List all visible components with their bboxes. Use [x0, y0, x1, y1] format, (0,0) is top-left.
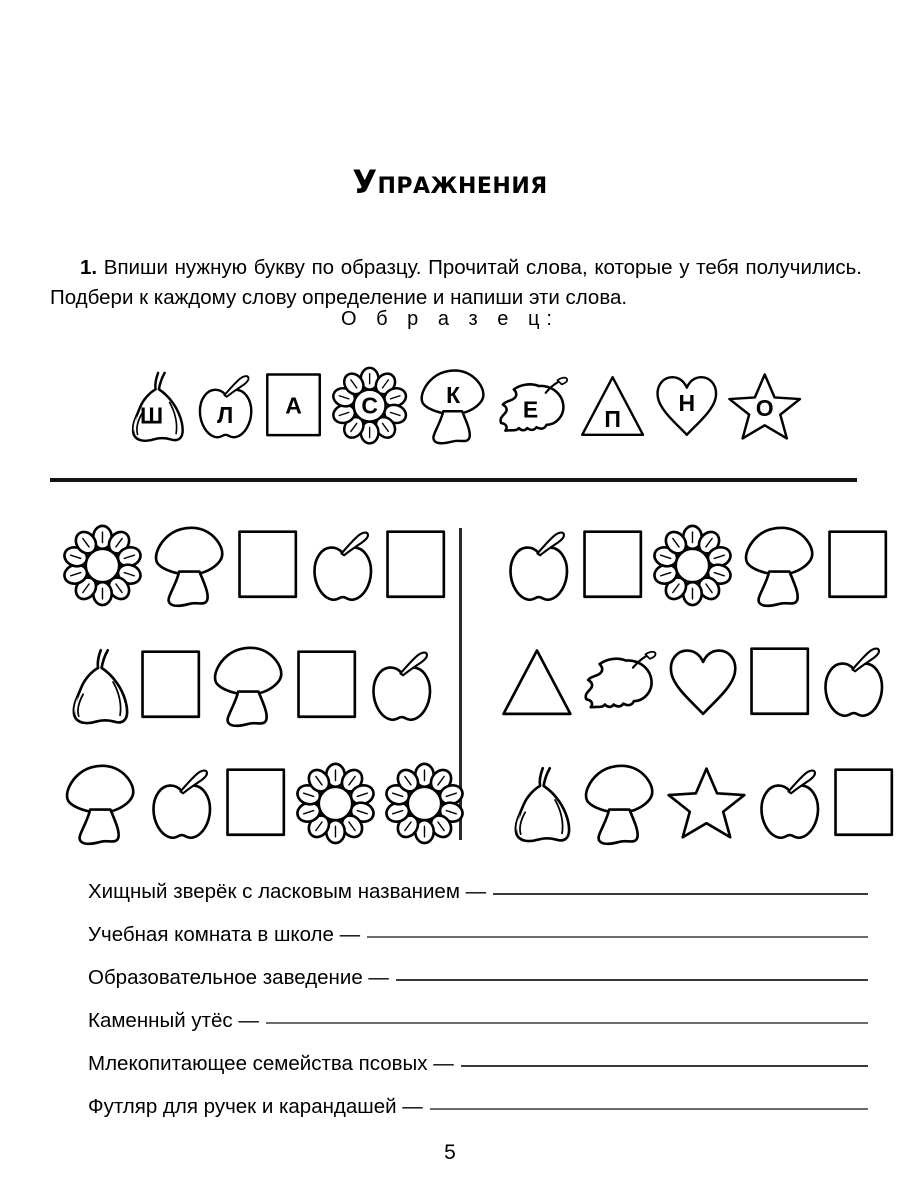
task-instruction — [50, 253, 862, 313]
puzzle-item-flower — [291, 763, 380, 844]
star-icon — [666, 766, 747, 840]
puzzle-row-right-2 — [496, 644, 891, 720]
definition-row — [88, 1009, 868, 1052]
definition-answer-blank[interactable] — [430, 1108, 868, 1110]
flower-icon — [384, 763, 465, 844]
square-icon — [139, 649, 202, 721]
example-item-apple — [190, 372, 260, 441]
puzzle-item-square — [822, 529, 893, 601]
definition-text: Образовательное заведение — — [88, 966, 389, 989]
svg-text:Е: Е — [522, 396, 539, 423]
flower-icon — [295, 763, 376, 844]
definition-answer-blank[interactable] — [396, 979, 868, 981]
puzzle-item-star — [662, 766, 751, 840]
puzzle-area — [0, 516, 900, 856]
puzzle-item-triangle — [496, 647, 578, 717]
puzzle-item-mushroom — [577, 762, 662, 845]
definition-text: Хищный зверёк с ласковым названием — — [88, 880, 487, 903]
task-number: 1. — [80, 255, 98, 279]
puzzle-row-left-2 — [58, 644, 439, 727]
puzzle-item-pear — [58, 645, 135, 726]
leaf-icon — [582, 650, 659, 713]
definition-text: Учебная комната в школе — — [88, 923, 361, 946]
definition-text: Каменный утёс — — [88, 1009, 259, 1032]
example-item-pear — [118, 368, 190, 443]
flower-icon — [62, 525, 143, 606]
puzzle-item-apple — [751, 766, 828, 842]
apple-icon — [819, 644, 888, 720]
definition-text: Футляр для ручек и карандашей — — [88, 1095, 423, 1118]
definition-row — [88, 923, 868, 966]
puzzle-item-flower — [380, 763, 469, 844]
svg-text:Л: Л — [217, 401, 234, 428]
puzzle-item-leaf — [578, 650, 663, 713]
definition-answer-blank[interactable] — [266, 1022, 868, 1024]
svg-text:А: А — [285, 392, 303, 419]
svg-text:Ш: Ш — [139, 402, 164, 429]
example-row — [118, 356, 818, 456]
sample-label: О б р а з е ц: — [341, 308, 559, 330]
puzzle-row-right-1 — [500, 524, 894, 607]
mushroom-icon — [62, 762, 139, 845]
puzzle-item-mushroom — [206, 644, 291, 727]
heart-icon — [654, 374, 720, 438]
definition-row — [88, 966, 868, 1009]
puzzle-item-apple — [815, 644, 892, 720]
example-item-flower — [327, 367, 412, 444]
puzzle-item-apple — [304, 528, 381, 604]
puzzle-item-square — [232, 529, 303, 601]
puzzle-item-square — [380, 529, 451, 601]
svg-text:О: О — [756, 394, 775, 421]
apple-icon — [367, 648, 436, 724]
pear-icon — [122, 368, 186, 443]
puzzle-row-left-1 — [58, 524, 452, 607]
definitions-list — [88, 880, 868, 1138]
flower-icon — [652, 525, 733, 606]
puzzle-item-flower — [58, 525, 147, 606]
svg-text:С: С — [361, 392, 379, 419]
mushroom-icon — [210, 644, 287, 727]
svg-text:К: К — [445, 382, 460, 409]
mushroom-icon — [151, 524, 228, 607]
star-icon — [727, 372, 802, 441]
square-icon — [236, 529, 299, 601]
square-icon — [264, 372, 323, 439]
square-icon — [832, 767, 895, 839]
example-item-heart — [650, 374, 724, 438]
definition-row — [88, 880, 868, 923]
definition-row — [88, 1052, 868, 1095]
section-divider-horizontal — [50, 478, 857, 482]
definition-answer-blank[interactable] — [493, 893, 868, 895]
definition-text: Млекопитающее семейства псовых — — [88, 1052, 454, 1075]
square-icon — [384, 529, 447, 601]
triangle-icon — [500, 647, 574, 717]
puzzle-item-flower — [648, 525, 737, 606]
svg-text:П: П — [604, 405, 621, 432]
mushroom-icon — [581, 762, 658, 845]
puzzle-item-square — [135, 649, 206, 721]
puzzle-item-apple — [500, 528, 577, 604]
example-item-star — [723, 372, 806, 441]
mushroom-icon — [417, 367, 489, 444]
puzzle-item-heart — [663, 647, 743, 717]
square-icon — [748, 646, 811, 718]
square-icon — [581, 529, 644, 601]
square-icon — [826, 529, 889, 601]
apple-icon — [194, 372, 256, 441]
example-item-leaf — [493, 376, 575, 436]
puzzle-item-square — [291, 649, 362, 721]
definition-row — [88, 1095, 868, 1138]
puzzle-item-pear — [500, 763, 577, 844]
example-item-square — [260, 372, 327, 439]
puzzle-item-square — [220, 767, 291, 839]
puzzle-item-mushroom — [737, 524, 822, 607]
pear-icon — [504, 763, 573, 844]
apple-icon — [504, 528, 573, 604]
apple-icon — [755, 766, 824, 842]
puzzle-item-square — [744, 646, 815, 718]
example-item-mushroom — [413, 367, 493, 444]
page-number: 5 — [444, 1141, 456, 1164]
leaf-icon — [497, 376, 571, 436]
puzzle-item-apple — [143, 766, 220, 842]
triangle-icon — [579, 374, 646, 438]
puzzle-row-right-3 — [500, 762, 899, 845]
definition-answer-blank[interactable] — [461, 1065, 868, 1067]
mushroom-icon — [741, 524, 818, 607]
apple-icon — [147, 766, 216, 842]
svg-text:Н: Н — [678, 389, 695, 416]
square-icon — [295, 649, 358, 721]
puzzle-item-square — [828, 767, 899, 839]
puzzle-item-square — [577, 529, 648, 601]
example-item-triangle — [575, 374, 650, 438]
puzzle-item-mushroom — [58, 762, 143, 845]
task-instruction-text: Впиши нужную букву по образцу. Прочитай слова, которые у тебя получились. Подбери к каждому слову определение и напиши эти слова. — [50, 255, 862, 309]
puzzle-item-mushroom — [147, 524, 232, 607]
puzzle-row-left-3 — [58, 762, 469, 845]
flower-icon — [331, 367, 408, 444]
heart-icon — [667, 647, 739, 717]
pear-icon — [62, 645, 131, 726]
puzzle-item-apple — [363, 648, 440, 724]
square-icon — [224, 767, 287, 839]
definition-answer-blank[interactable] — [367, 936, 868, 938]
apple-icon — [308, 528, 377, 604]
page-title: Упражнения — [352, 163, 548, 201]
